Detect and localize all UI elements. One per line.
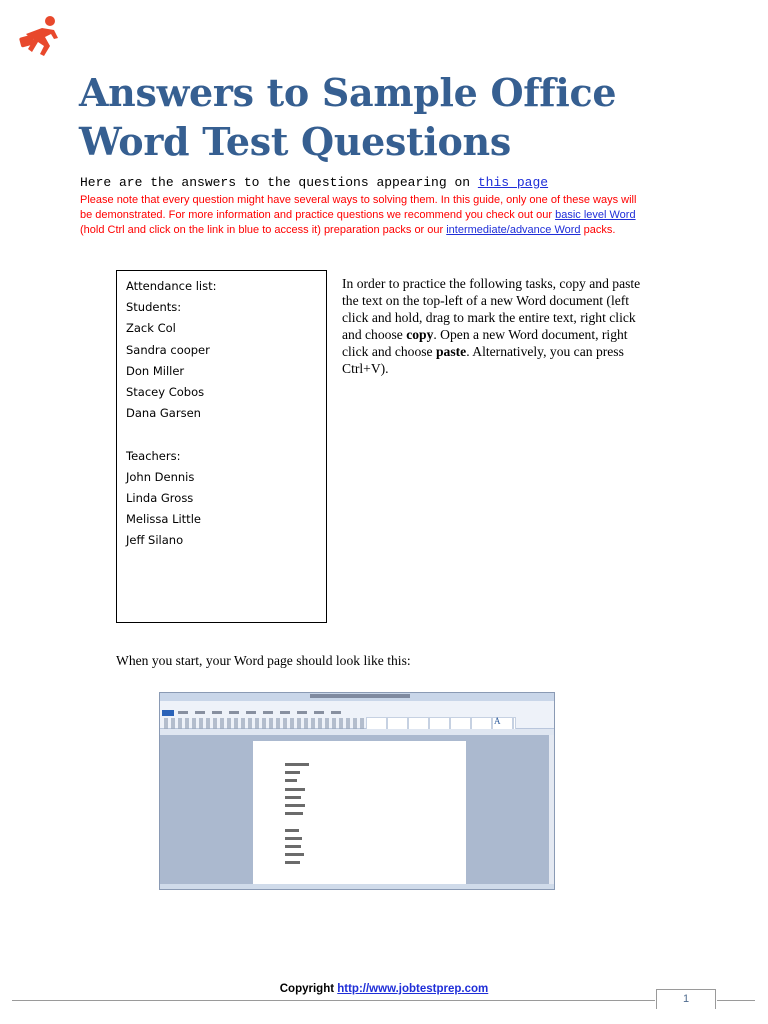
title-line-2: Word Test Questions — [79, 119, 511, 164]
screenshot-text-line — [285, 796, 301, 799]
screenshot-status-bar — [160, 884, 554, 889]
note-paragraph — [80, 193, 650, 238]
students-label: Students: — [126, 300, 182, 315]
teacher-name: Linda Gross — [126, 490, 194, 505]
student-name: Dana Garsen — [126, 406, 201, 421]
screenshot-ribbon — [160, 701, 554, 729]
screenshot-change-styles-icon: A — [494, 716, 501, 726]
teacher-name: Jeff Silano — [126, 533, 184, 548]
screenshot-text-line — [285, 804, 305, 807]
when-you-start-text: When you start, your Word page should look like this: — [116, 653, 411, 668]
screenshot-text-line — [285, 771, 300, 774]
page-title — [79, 68, 719, 166]
intro-paragraph — [80, 175, 548, 191]
copy-term: copy — [406, 327, 434, 342]
screenshot-text-line — [285, 853, 304, 856]
screenshot-document-page — [253, 741, 466, 890]
teacher-name: Melissa Little — [126, 512, 201, 527]
student-name: Don Miller — [126, 363, 185, 378]
student-name: Sandra cooper — [126, 342, 210, 357]
instructions-text-3: . Alternatively, you can press Ctrl+V). — [342, 344, 624, 376]
screenshot-file-tab — [162, 710, 174, 716]
screenshot-ribbon-tabs — [178, 711, 348, 714]
instructions-text-1: In order to practice the following tasks, copy and paste the text on the top-left of a new Word document (left click and hold, drag to mark the entire text, right click and choose — [342, 276, 641, 342]
intro-text: Here are the answers to the questions appearing on — [80, 175, 478, 190]
screenshot-ruler — [160, 729, 554, 735]
page-number: 1 — [656, 989, 716, 1009]
screenshot-window-title — [310, 694, 410, 698]
screenshot-text-line — [285, 837, 302, 840]
teacher-name: John Dennis — [126, 469, 195, 484]
screenshot-text-line — [285, 861, 300, 864]
footer-divider-right — [717, 1000, 755, 1001]
note-text-1: Please note that every question might have several ways to solving them. In this guide, only one of these ways will be demonstrated. For more information and practice questions we recommend you check out our — [80, 194, 637, 221]
screenshot-text-lines — [285, 763, 309, 869]
list-spacer — [126, 424, 317, 445]
copyright-label: Copyright — [279, 983, 338, 995]
attendance-list-box — [116, 270, 327, 623]
screenshot-scrollbar — [549, 735, 554, 884]
word-window-screenshot — [159, 692, 555, 890]
screenshot-text-line — [285, 763, 309, 766]
instructions-text-2: . Open a new Word document, right click and choose — [342, 327, 628, 359]
screenshot-text-line — [285, 845, 301, 848]
screenshot-text-line — [285, 779, 297, 782]
screenshot-titlebar — [160, 693, 554, 701]
screenshot-text-line — [285, 829, 299, 832]
screenshot-text-line — [285, 812, 303, 815]
teachers-label: Teachers: — [126, 448, 181, 463]
jobtestprep-logo-icon — [14, 12, 64, 62]
attendance-heading: Attendance list: — [126, 279, 217, 293]
instructions-paragraph — [342, 275, 654, 377]
title-line-1: Answers to Sample Office — [79, 70, 617, 115]
this-page-link[interactable]: this page — [477, 175, 549, 190]
note-text-2: (hold Ctrl and click on the link in blue to access it) preparation packs or our — [80, 224, 447, 236]
note-text-3: packs. — [580, 224, 616, 236]
student-name: Stacey Cobos — [126, 384, 205, 399]
copyright-footer — [0, 983, 768, 995]
footer-divider-left — [12, 1000, 655, 1001]
intermediate-advance-word-link[interactable]: intermediate/advance Word — [446, 224, 581, 236]
screenshot-text-line — [285, 788, 305, 791]
student-name: Zack Col — [126, 321, 176, 336]
jobtestprep-link[interactable]: http://www.jobtestprep.com — [337, 983, 489, 995]
basic-level-word-link[interactable]: basic level Word — [555, 209, 636, 221]
paste-term: paste — [436, 344, 467, 359]
